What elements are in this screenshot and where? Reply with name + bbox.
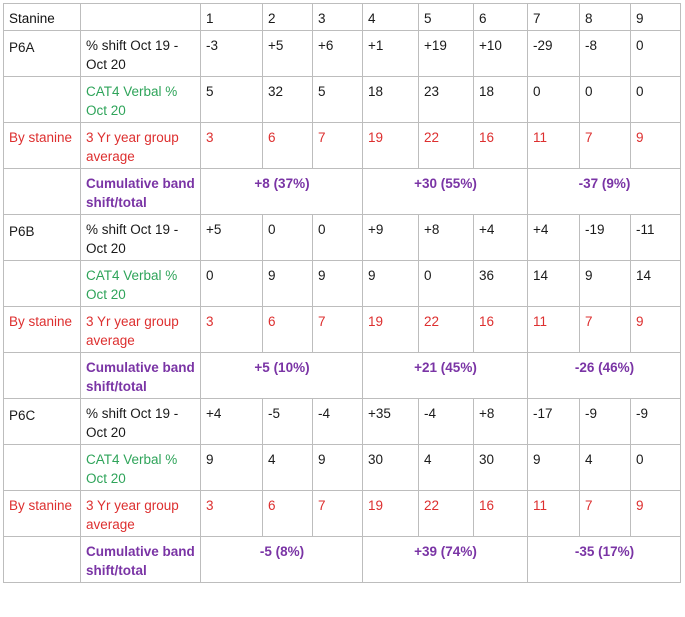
- cat4-value-7: 0: [528, 77, 580, 123]
- shift-value-2: +5: [263, 31, 313, 77]
- average-value-3: 7: [313, 491, 363, 537]
- p6b-group-name: P6B: [4, 215, 81, 261]
- shift-value-8: -9: [580, 399, 631, 445]
- cat4-value-2: 32: [263, 77, 313, 123]
- shift-value-7: -17: [528, 399, 580, 445]
- shift-value-4: +1: [363, 31, 419, 77]
- shift-value-7: -29: [528, 31, 580, 77]
- average-value-5: 22: [419, 491, 474, 537]
- header-col-4: 4: [363, 4, 419, 31]
- shift-value-6: +4: [474, 215, 528, 261]
- average-value-2: 6: [263, 491, 313, 537]
- average-row-label: 3 Yr year group average: [81, 123, 201, 169]
- cat4-value-9: 14: [631, 261, 681, 307]
- cat4-value-9: 0: [631, 445, 681, 491]
- cat4-value-7: 9: [528, 445, 580, 491]
- header-col-3: 3: [313, 4, 363, 31]
- header-col-7: 7: [528, 4, 580, 31]
- cumulative-band-low: +5 (10%): [201, 353, 363, 399]
- p6c-group-name: P6C: [4, 399, 81, 445]
- shift-row-label: % shift Oct 19 - Oct 20: [81, 215, 201, 261]
- average-value-1: 3: [201, 123, 263, 169]
- average-value-4: 19: [363, 491, 419, 537]
- cumulative-band-low: -5 (8%): [201, 537, 363, 583]
- p6b-cumulative-row: [4, 353, 681, 399]
- cat4-value-5: 0: [419, 261, 474, 307]
- p6c-cumulative-row: [4, 537, 681, 583]
- cat4-row-label: CAT4 Verbal % Oct 20: [81, 77, 201, 123]
- shift-value-6: +10: [474, 31, 528, 77]
- average-value-2: 6: [263, 123, 313, 169]
- cat4-row-label: CAT4 Verbal % Oct 20: [81, 261, 201, 307]
- cat4-value-2: 4: [263, 445, 313, 491]
- average-value-3: 7: [313, 307, 363, 353]
- group-blank-cell: [4, 445, 81, 491]
- cat4-value-5: 4: [419, 445, 474, 491]
- cumulative-row-label: Cumulative band shift/total: [81, 537, 201, 583]
- average-value-6: 16: [474, 491, 528, 537]
- cat4-row-label: CAT4 Verbal % Oct 20: [81, 445, 201, 491]
- cat4-value-6: 30: [474, 445, 528, 491]
- average-value-2: 6: [263, 307, 313, 353]
- average-value-5: 22: [419, 123, 474, 169]
- cumulative-band-mid: +39 (74%): [363, 537, 528, 583]
- group-blank-cell: [4, 261, 81, 307]
- shift-row-label: % shift Oct 19 - Oct 20: [81, 31, 201, 77]
- p6a-cumulative-row: [4, 169, 681, 215]
- shift-value-5: +8: [419, 215, 474, 261]
- cat4-value-1: 5: [201, 77, 263, 123]
- shift-value-2: 0: [263, 215, 313, 261]
- shift-row-label: % shift Oct 19 - Oct 20: [81, 399, 201, 445]
- cat4-value-4: 18: [363, 77, 419, 123]
- by-stanine-label: By stanine: [4, 491, 81, 537]
- average-value-8: 7: [580, 491, 631, 537]
- header-col-2: 2: [263, 4, 313, 31]
- average-value-3: 7: [313, 123, 363, 169]
- cat4-value-4: 9: [363, 261, 419, 307]
- p6a-cat4-row: [4, 77, 681, 123]
- average-value-5: 22: [419, 307, 474, 353]
- group-blank-cell: [4, 353, 81, 399]
- group-blank-cell: [4, 537, 81, 583]
- cumulative-band-mid: +30 (55%): [363, 169, 528, 215]
- shift-value-7: +4: [528, 215, 580, 261]
- cat4-value-8: 4: [580, 445, 631, 491]
- shift-value-8: -8: [580, 31, 631, 77]
- p6a-group-name: P6A: [4, 31, 81, 77]
- shift-value-6: +8: [474, 399, 528, 445]
- p6b-cat4-row: [4, 261, 681, 307]
- average-value-1: 3: [201, 307, 263, 353]
- average-value-7: 11: [528, 491, 580, 537]
- p6b-average-row: [4, 307, 681, 353]
- group-blank-cell: [4, 169, 81, 215]
- shift-value-2: -5: [263, 399, 313, 445]
- header-stanine-label: Stanine: [4, 4, 81, 31]
- header-col-8: 8: [580, 4, 631, 31]
- cumulative-band-mid: +21 (45%): [363, 353, 528, 399]
- cumulative-row-label: Cumulative band shift/total: [81, 169, 201, 215]
- group-blank-cell: [4, 77, 81, 123]
- average-value-4: 19: [363, 307, 419, 353]
- cat4-value-3: 5: [313, 77, 363, 123]
- shift-value-5: -4: [419, 399, 474, 445]
- stanine-table: [3, 3, 681, 583]
- cumulative-row-label: Cumulative band shift/total: [81, 353, 201, 399]
- p6c-shift-row: [4, 399, 681, 445]
- average-value-8: 7: [580, 123, 631, 169]
- p6a-shift-row: [4, 31, 681, 77]
- cat4-value-6: 18: [474, 77, 528, 123]
- cat4-value-6: 36: [474, 261, 528, 307]
- cumulative-band-high: -26 (46%): [528, 353, 681, 399]
- shift-value-1: -3: [201, 31, 263, 77]
- shift-value-3: 0: [313, 215, 363, 261]
- average-row-label: 3 Yr year group average: [81, 491, 201, 537]
- average-value-7: 11: [528, 123, 580, 169]
- by-stanine-label: By stanine: [4, 307, 81, 353]
- average-value-1: 3: [201, 491, 263, 537]
- cat4-value-1: 0: [201, 261, 263, 307]
- p6a-average-row: [4, 123, 681, 169]
- cat4-value-8: 0: [580, 77, 631, 123]
- average-value-4: 19: [363, 123, 419, 169]
- shift-value-1: +4: [201, 399, 263, 445]
- average-value-8: 7: [580, 307, 631, 353]
- p6c-average-row: [4, 491, 681, 537]
- shift-value-8: -19: [580, 215, 631, 261]
- average-value-7: 11: [528, 307, 580, 353]
- average-value-6: 16: [474, 307, 528, 353]
- average-value-9: 9: [631, 123, 681, 169]
- shift-value-3: +6: [313, 31, 363, 77]
- header-col-9: 9: [631, 4, 681, 31]
- cat4-value-4: 30: [363, 445, 419, 491]
- shift-value-4: +9: [363, 215, 419, 261]
- average-row-label: 3 Yr year group average: [81, 307, 201, 353]
- average-value-9: 9: [631, 491, 681, 537]
- header-col-6: 6: [474, 4, 528, 31]
- shift-value-4: +35: [363, 399, 419, 445]
- cumulative-band-high: -37 (9%): [528, 169, 681, 215]
- cat4-value-1: 9: [201, 445, 263, 491]
- cat4-value-8: 9: [580, 261, 631, 307]
- cat4-value-3: 9: [313, 445, 363, 491]
- shift-value-9: -11: [631, 215, 681, 261]
- by-stanine-label: By stanine: [4, 123, 81, 169]
- p6c-cat4-row: [4, 445, 681, 491]
- shift-value-3: -4: [313, 399, 363, 445]
- cat4-value-9: 0: [631, 77, 681, 123]
- cat4-value-2: 9: [263, 261, 313, 307]
- cat4-value-3: 9: [313, 261, 363, 307]
- shift-value-5: +19: [419, 31, 474, 77]
- shift-value-9: 0: [631, 31, 681, 77]
- header-blank-cell: [81, 4, 201, 31]
- shift-value-9: -9: [631, 399, 681, 445]
- average-value-6: 16: [474, 123, 528, 169]
- shift-value-1: +5: [201, 215, 263, 261]
- header-col-1: 1: [201, 4, 263, 31]
- header-row: [4, 4, 681, 31]
- p6b-shift-row: [4, 215, 681, 261]
- cumulative-band-low: +8 (37%): [201, 169, 363, 215]
- cumulative-band-high: -35 (17%): [528, 537, 681, 583]
- cat4-value-7: 14: [528, 261, 580, 307]
- average-value-9: 9: [631, 307, 681, 353]
- cat4-value-5: 23: [419, 77, 474, 123]
- header-col-5: 5: [419, 4, 474, 31]
